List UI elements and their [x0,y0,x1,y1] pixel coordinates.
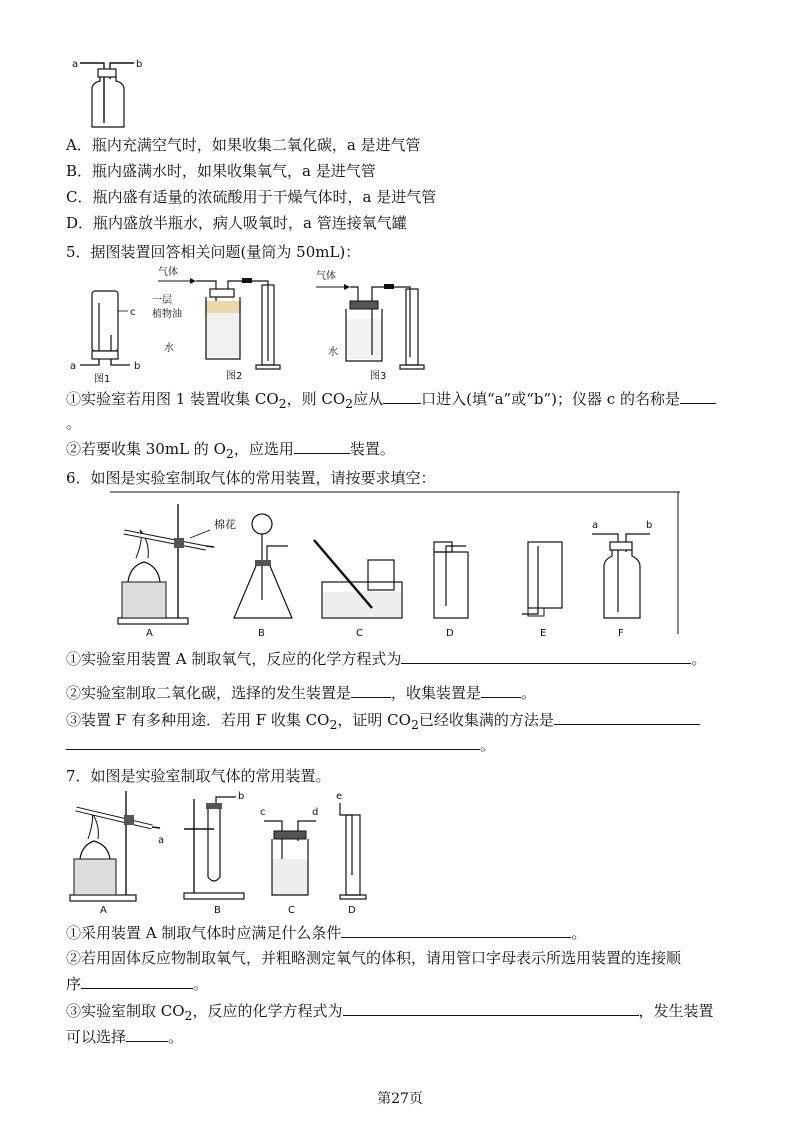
q7-answer-blank-generator[interactable] [126,1026,168,1042]
q7-label-c: C [288,905,295,916]
q7-title: 7．如图是实验室制取气体的常用装置。 [66,767,331,785]
q6-label-b: B [258,628,265,639]
q6-answer-blank-collector[interactable] [481,682,521,698]
q4-option-c: C．瓶内盛有适量的浓硫酸用于干燥气体时，a 是进气管 [66,188,437,206]
q7-answer-blank-order[interactable] [81,973,193,989]
q5-fig1-caption: 图1 [94,374,111,385]
q6-sub3-cont: 。 [66,734,495,755]
q5-fig3-caption: 图3 [370,371,387,382]
q4-label-a: a [72,59,79,70]
q7-label-a: A [100,905,107,916]
q6-fig-b: b [646,520,653,531]
q6-answer-blank-generator[interactable] [351,682,391,698]
q7-port-b: b [238,791,245,802]
q6-fig-a: a [592,520,599,531]
q6-label-e: E [540,628,547,639]
q7-sub2: ②若用固体反应物制取氧气，并粗略测定氧气的体积，请用管口字母表示所选用装置的连接顺 [66,949,682,967]
q6-answer-blank-method-cont[interactable] [66,734,480,750]
q6-label-c: C [356,628,363,639]
q5-answer-blank-instrument[interactable] [680,388,716,404]
q4-option-b: B．瓶内盛满水时，如果收集氧气，a 是进气管 [66,162,376,180]
q7-answer-blank-condition[interactable] [341,922,571,938]
q6-sub1: ①实验室用装置 A 制取氧气，反应的化学方程式为 。 [66,650,707,668]
q7-port-c: c [260,807,266,818]
q5-fig2-oil-label-1: 一层 [152,295,172,306]
q7-apparatus-figure [66,785,386,920]
q6-label-f: F [618,628,624,639]
q6-cotton-label: 棉花 [214,518,236,531]
q5-fig1-label-a: a [70,361,77,372]
q4-option-d: D．瓶内盛放半瓶水，病人吸氧时，a 管连接氧气罐 [66,214,407,232]
q6-answer-blank-equation[interactable] [401,648,691,664]
q5-fig2-gas-label: 气体 [158,267,178,278]
q6-apparatus-figure [110,490,680,640]
page-number: 第27页 [377,1091,423,1107]
q7-port-d: d [312,807,319,818]
q7-sub1: ①采用装置 A 制取气体时应满足什么条件 。 [66,924,587,942]
q7-label-d: D [348,905,356,916]
q6-answer-blank-method[interactable] [554,709,700,725]
q5-fig2-oil-label-2: 植物油 [152,309,182,320]
q5-figure-2 [150,265,300,385]
q6-label-a: A [146,628,153,639]
q5-figure-1 [66,285,146,385]
q7-sub3: ③实验室制取 $CO_2$，反应的化学方程式为 ，发生装置 [66,1002,714,1023]
q4-option-a: A．瓶内充满空气时，如果收集二氧化碳，a 是进气管 [66,136,421,154]
q5-sub1-end: 。 [66,414,82,432]
q5-fig3-gas-label: 气体 [316,271,336,282]
q7-port-a: a [158,835,165,846]
q6-label-d: D [446,628,454,639]
q4-gas-bottle-figure [70,55,160,130]
q5-fig1-label-b: b [134,361,141,372]
q6-sub2: ②实验室制取二氧化碳，选择的发生装置是 ，收集装置是 。 [66,684,537,702]
q4-label-b: b [136,59,143,70]
q7-sub2-cont: 序 。 [66,975,209,993]
q5-sub2: ②若要收集 30mL 的 $O_2$，应选用 装置。 [66,440,395,461]
q7-label-b: B [214,905,221,916]
q5-answer-blank-port[interactable] [383,388,421,404]
q5-title: 5．据图装置回答相关问题(量筒为 50mL)： [66,243,361,261]
q6-title: 6．如图是实验室制取气体的常用装置，请按要求填空： [66,469,436,487]
q7-answer-blank-equation[interactable] [343,1000,639,1016]
q5-fig1-label-c: c [130,307,136,318]
q7-port-e: e [336,791,343,802]
q6-sub3: ③装置 F 有多种用途．若用 F 收集 $CO_2$，证明 $CO_2$已经收集满的方法是 [66,709,700,735]
q5-fig3-water-label: 水 [328,347,338,358]
q5-sub1: ①实验室若用图 1 装置收集 $CO_2$，则 $CO_2$应从 口进入(填“a”或“b”)；仪器 c 的名称是 [66,388,716,414]
q5-answer-blank-apparatus[interactable] [294,438,350,454]
q5-fig2-caption: 图2 [226,371,243,382]
q5-fig2-water-label: 水 [164,343,174,354]
q5-figure-3 [310,265,440,385]
q7-sub3-cont: 可以选择 。 [66,1028,184,1046]
